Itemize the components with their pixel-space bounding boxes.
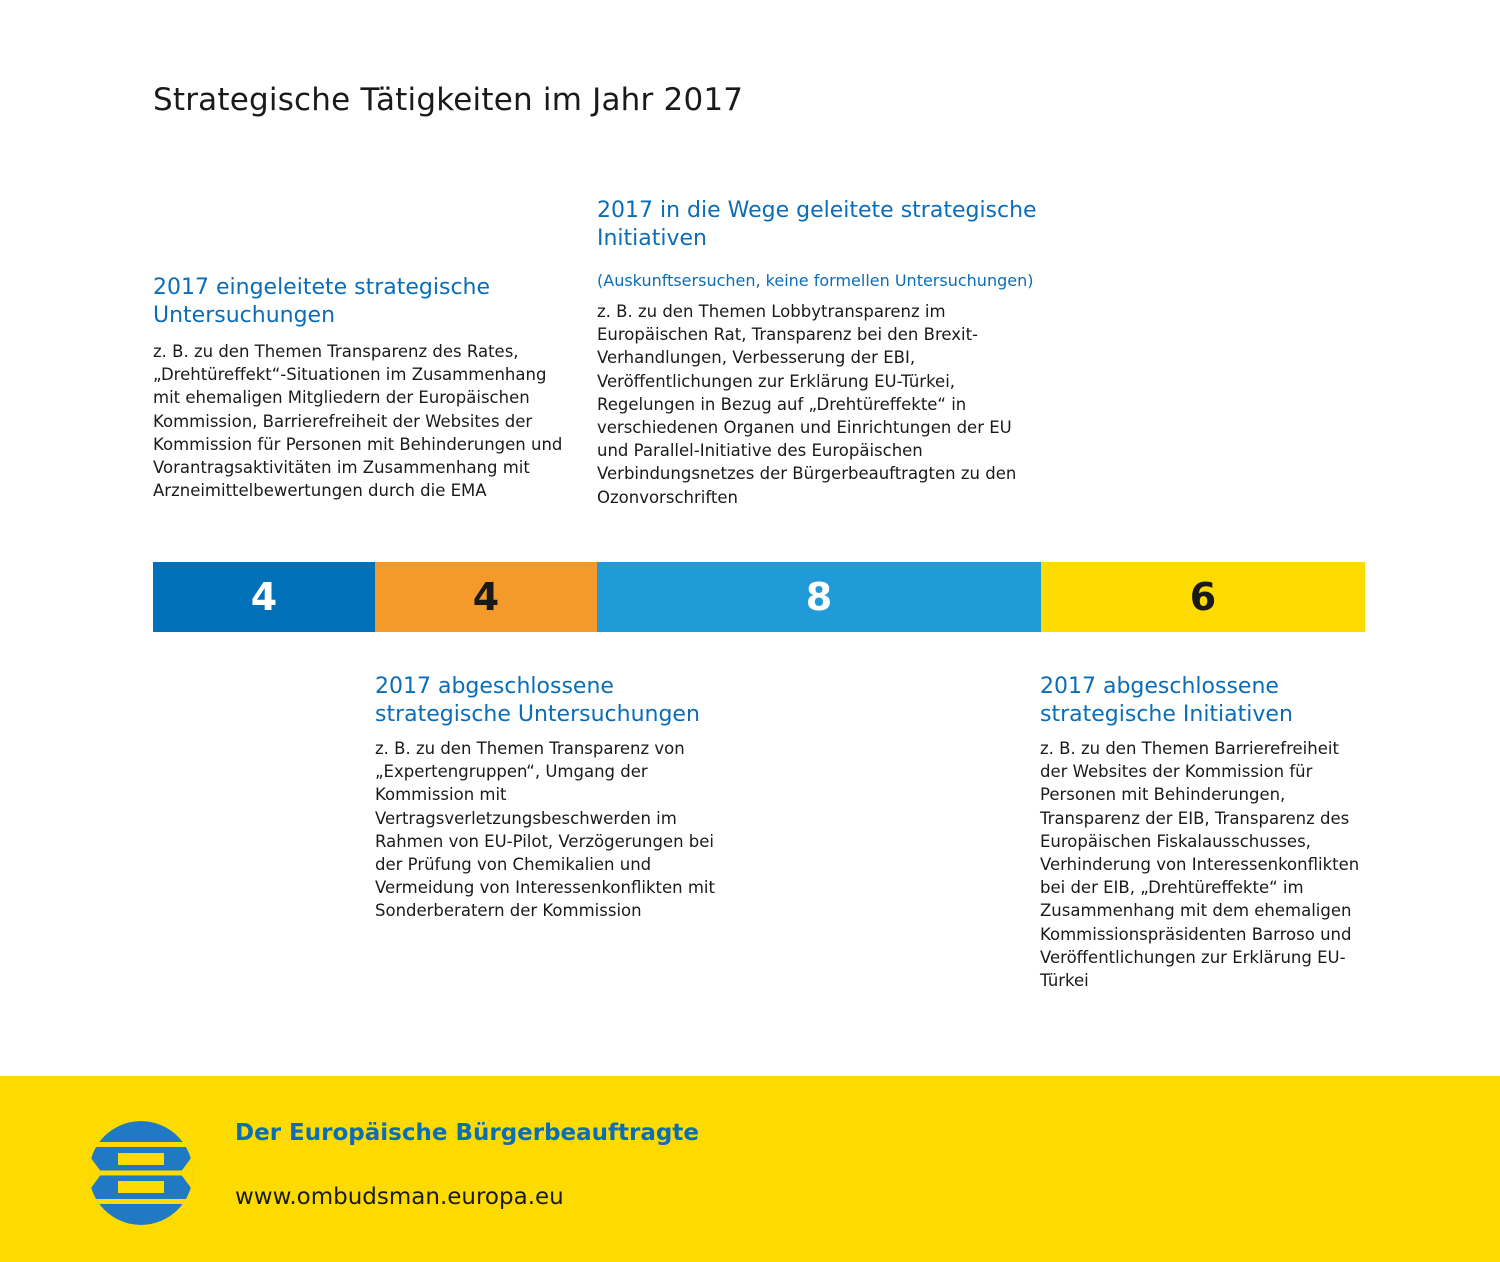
opened-initiatives-subheading: (Auskunftsersuchen, keine formellen Untersuchungen) [597,271,1034,290]
closed-initiatives-text: z. B. zu den Themen Barrierefreiheit der Websites der Kommission für Personen mit Behinderungen, Transparenz der EIB, Transparenz des Europäischen Fiskalausschusses, Verhinderung von Interessenkonflikten bei der EIB, „Drehtüreffekte“ im Zusammenhang mit dem ehemaligen Kommissionspräsidenten Barroso und Veröffentlichungen zur Erklärung EU-Türkei [1040,739,1360,991]
closed-inquiries-text: z. B. zu den Themen Transparenz von „Expertengruppen“, Umgang der Kommission mit Vertragsverletzungsbeschwerden im Rahmen von EU-Pilot, Verzögerungen bei der Prüfung von Chemikalien und Vermeidung von Interessenkonflikten mit Sonderberatern der Kommission [375,739,715,921]
bar-value-label-1: 4 [250,575,278,619]
closed-initiatives-heading: 2017 abgeschlossene strategische Initiativen [1040,674,1293,727]
ombudsman-logo-icon [88,1120,194,1226]
closed-initiatives-block [1040,673,1370,992]
opened-initiatives-text: z. B. zu den Themen Lobbytransparenz im Europäischen Rat, Transparenz bei den Brexit-Verhandlungen, Verbesserung der EBI, Veröffentlichungen zur Erklärung EU-Türkei, Regelungen in Bezug auf „Drehtüreffekte“ in verschiedenen Organen und Einrichtungen der EU und Parallel-Initiative des Europäischen Verbindungsnetzes der Bürgerbeauftragten zu den Ozonvorschriften [597,302,1017,507]
opened-initiatives-heading: 2017 in die Wege geleitete strategische Initiativen [597,198,1037,251]
page-title: Strategische Tätigkeiten im Jahr 2017 [153,82,744,118]
organisation-name: Der Europäische Bürgerbeauftragte [235,1120,699,1146]
bar-value-label-2: 4 [472,575,500,619]
closed-inquiries-heading: 2017 abgeschlossene strategische Untersuchungen [375,674,700,727]
stacked-bar-svg [153,562,1365,632]
bar-value-label-3: 8 [805,575,833,619]
opened-inquiries-text: z. B. zu den Themen Transparenz des Rates, „Drehtüreffekt“-Situationen im Zusammenhang mit ehemaligen Mitgliedern der Europäischen Kommission, Barrierefreiheit der Websites der Kommission für Personen mit Behinderungen und Vorantragsaktivitäten im Zusammenhang mit Arzneimittelbewertungen durch die EMA [153,342,563,501]
website-url[interactable]: www.ombudsman.europa.eu [235,1184,564,1210]
footer-banner [0,1076,1500,1262]
bar-value-label-4: 6 [1189,575,1217,619]
opened-inquiries-heading: 2017 eingeleitete strategische Untersuchungen [153,275,491,328]
opened-initiatives-block [597,197,1037,509]
stacked-bar-chart [153,562,1365,632]
opened-inquiries-block [153,274,563,502]
closed-inquiries-block [375,673,745,923]
